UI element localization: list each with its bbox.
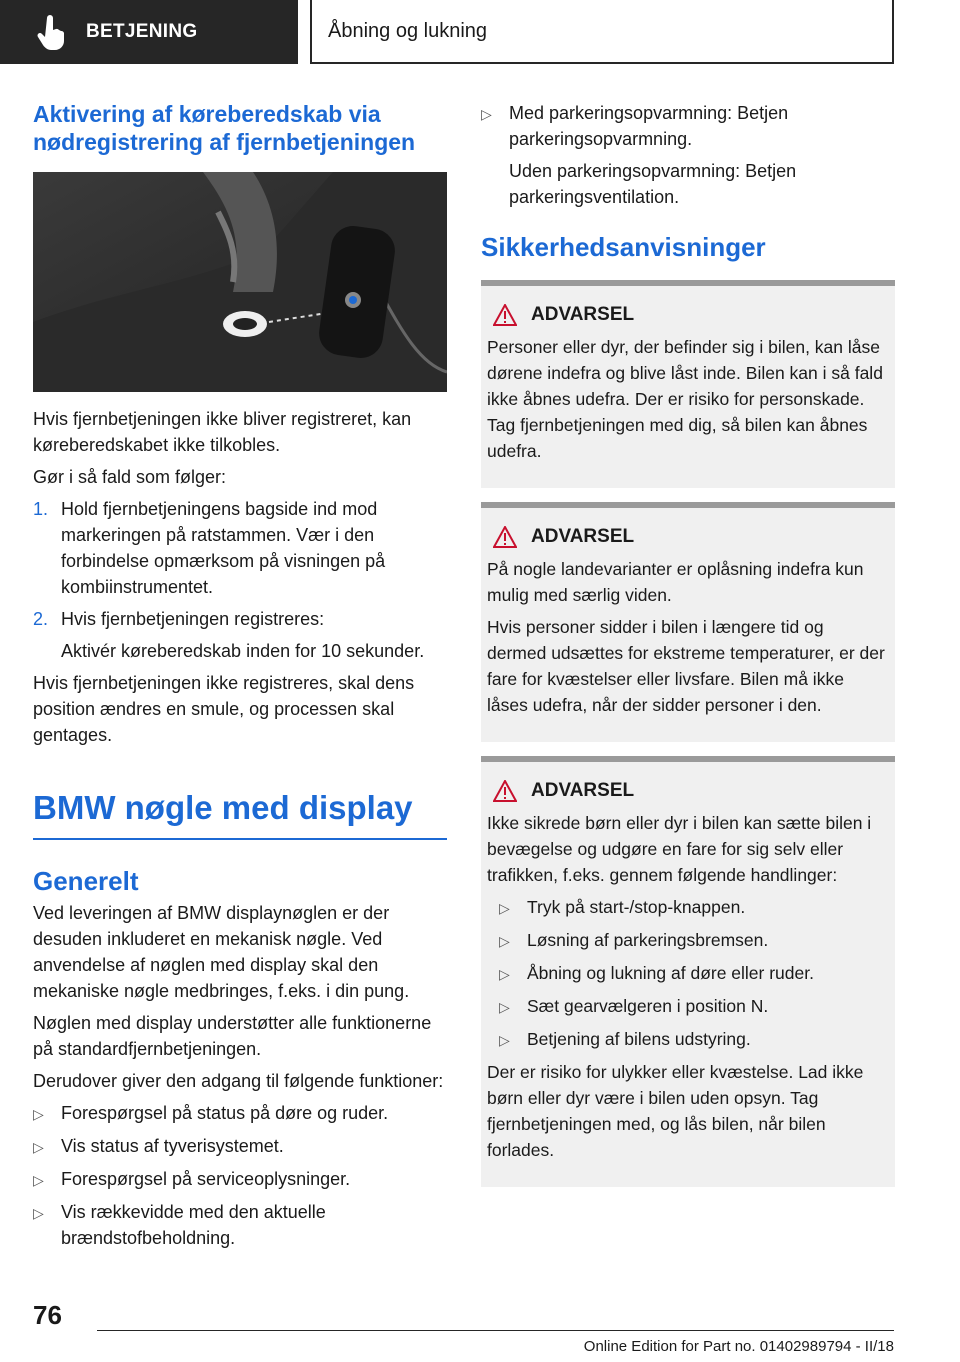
outro-paragraph: Hvis fjernbetjeningen ikke registreres, skal dens position ændres en smule, og processen skal gentages. bbox=[33, 673, 415, 745]
intro-paragraph: Hvis fjernbetjeningen ikke bliver registreret, kan køreberedskabet ikke tilkobles. bbox=[33, 409, 412, 455]
right-column bbox=[481, 100, 895, 1201]
warning-text: Ikke sikrede børn eller dyr i bilen kan sætte bilen i bevægelse og udgøre en fare for sig selv eller trafikken, f.eks. gennem følgende handlinger: bbox=[487, 813, 872, 885]
warning-bullet bbox=[499, 894, 887, 921]
chapter-label: Åbning og lukning bbox=[328, 19, 488, 42]
step-number: 2. bbox=[33, 609, 49, 629]
function-text: Forespørgsel på status på døre og ruder. bbox=[61, 1103, 389, 1123]
warning-label: ADVARSEL bbox=[531, 780, 635, 801]
warning-box bbox=[481, 280, 895, 488]
triangle-bullet-icon: ▷ bbox=[499, 999, 510, 1015]
triangle-bullet-icon: ▷ bbox=[33, 1139, 44, 1155]
function-item bbox=[33, 1166, 447, 1193]
general-paragraph: Nøglen med display understøtter alle funktionerne på standardfjernbetjeningen. bbox=[33, 1013, 432, 1059]
triangle-bullet-icon: ▷ bbox=[481, 106, 492, 122]
step-text: Hvis fjernbetjeningen registreres: bbox=[61, 609, 325, 629]
warning-box bbox=[481, 502, 895, 742]
hand-icon bbox=[32, 12, 72, 52]
warning-label: ADVARSEL bbox=[531, 304, 635, 325]
warning-label: ADVARSEL bbox=[531, 526, 635, 547]
triangle-bullet-icon: ▷ bbox=[33, 1172, 44, 1188]
warning-bullet bbox=[499, 1026, 887, 1053]
warning-bullet-text: Åbning og lukning af døre eller ruder. bbox=[527, 963, 814, 983]
function-item bbox=[481, 100, 895, 152]
function-item bbox=[33, 1133, 447, 1160]
step-sub-text: Aktivér køreberedskab inden for 10 sekunder. bbox=[61, 641, 425, 661]
function-text: Forespørgsel på serviceoplysninger. bbox=[61, 1169, 351, 1189]
warning-text: Personer eller dyr, der befinder sig i bilen, kan låse dørene indefra og blive låst inde. Bilen kan i så fald ikke åbnes udefra. Der er risiko for personskade. Tag fjernbetjeningen med dig, så bilen kan åbnes udefra. bbox=[487, 337, 883, 461]
chapter-title bbox=[310, 0, 894, 64]
warning-bullet-text: Sæt gearvælgeren i position N. bbox=[527, 996, 769, 1016]
warning-box bbox=[481, 756, 895, 1187]
general-paragraph: Ved leveringen af BMW displaynøglen er der desuden inkluderet en mekanisk nøgle. Ved anvendelse af nøglen med display skal den mekaniske nøgle medbringes, f.eks. i din pung. bbox=[33, 903, 410, 1001]
function-text: Med parkeringsopvarmning: Betjen parkeringsopvarmning. bbox=[509, 103, 789, 149]
triangle-bullet-icon: ▷ bbox=[33, 1106, 44, 1122]
triangle-bullet-icon: ▷ bbox=[499, 933, 510, 949]
function-text: Vis rækkevidde med den aktuelle brændstofbeholdning. bbox=[61, 1202, 326, 1248]
step-number: 1. bbox=[33, 499, 49, 519]
step-item bbox=[33, 606, 447, 632]
function-text: Vis status af tyverisystemet. bbox=[61, 1136, 284, 1156]
warning-header bbox=[487, 304, 887, 326]
triangle-bullet-icon: ▷ bbox=[499, 966, 510, 982]
safety-heading: Sikkerhedsanvisninger bbox=[481, 232, 766, 262]
left-column bbox=[33, 100, 447, 1257]
steering-column-key-photo bbox=[33, 172, 447, 392]
step-text: Hold fjernbetjeningens bagside ind mod markeringen på ratstammen. Vær i den forbindelse opmærksom på visningen på kombiinstrumentet. bbox=[61, 499, 386, 597]
triangle-bullet-icon: ▷ bbox=[499, 1032, 510, 1048]
warning-bullet-text: Løsning af parkeringsbremsen. bbox=[527, 930, 769, 950]
emergency-registration-heading: Aktivering af køreberedskab via nødregistrering af fjernbetjeningen bbox=[33, 101, 416, 155]
warning-header bbox=[487, 780, 887, 802]
warning-text: På nogle landevarianter er oplåsning indefra kun mulig med særlig viden. bbox=[487, 559, 864, 605]
general-paragraph: Derudover giver den adgang til følgende funktioner: bbox=[33, 1071, 444, 1091]
general-heading: Generelt bbox=[33, 866, 139, 896]
section-label: BETJENING bbox=[86, 21, 198, 42]
warning-triangle-icon bbox=[493, 780, 517, 802]
warning-text: Hvis personer sidder i bilen i længere tid og dermed udsættes for ekstreme temperaturer, er der fare for kvæstelser eller livsfare. Bilen må ikke låses udefra, når der sidder personer i den. bbox=[487, 617, 885, 715]
triangle-bullet-icon: ▷ bbox=[499, 900, 510, 916]
function-item bbox=[33, 1100, 447, 1127]
function-item bbox=[33, 1199, 447, 1251]
function-sub-text: Uden parkeringsopvarmning: Betjen parkeringsventilation. bbox=[509, 161, 797, 207]
triangle-bullet-icon: ▷ bbox=[33, 1205, 44, 1221]
warning-bullet-text: Tryk på start-/stop-knappen. bbox=[527, 897, 746, 917]
footer-edition: Online Edition for Part no. 01402989794 - II/18 bbox=[583, 1338, 894, 1355]
instruction-lead: Gør i så fald som følger: bbox=[33, 467, 227, 487]
warning-text: Der er risiko for ulykker eller kvæstelse. Lad ikke børn eller dyr være i bilen uden opsyn. Tag fjernbetjeningen med, og lås bilen, når bilen forlades. bbox=[487, 1062, 864, 1160]
section-title: BMW nøgle med display bbox=[33, 788, 447, 840]
footer-divider bbox=[97, 1330, 894, 1331]
warning-bullet-text: Betjening af bilens udstyring. bbox=[527, 1029, 751, 1049]
page-number: 76 bbox=[33, 1300, 62, 1330]
warning-bullet bbox=[499, 960, 887, 987]
warning-triangle-icon bbox=[493, 526, 517, 548]
warning-bullet bbox=[499, 927, 887, 954]
warning-bullet bbox=[499, 993, 887, 1020]
section-tab bbox=[0, 0, 298, 64]
warning-header bbox=[487, 526, 887, 548]
step-item bbox=[33, 496, 447, 600]
warning-triangle-icon bbox=[493, 304, 517, 326]
